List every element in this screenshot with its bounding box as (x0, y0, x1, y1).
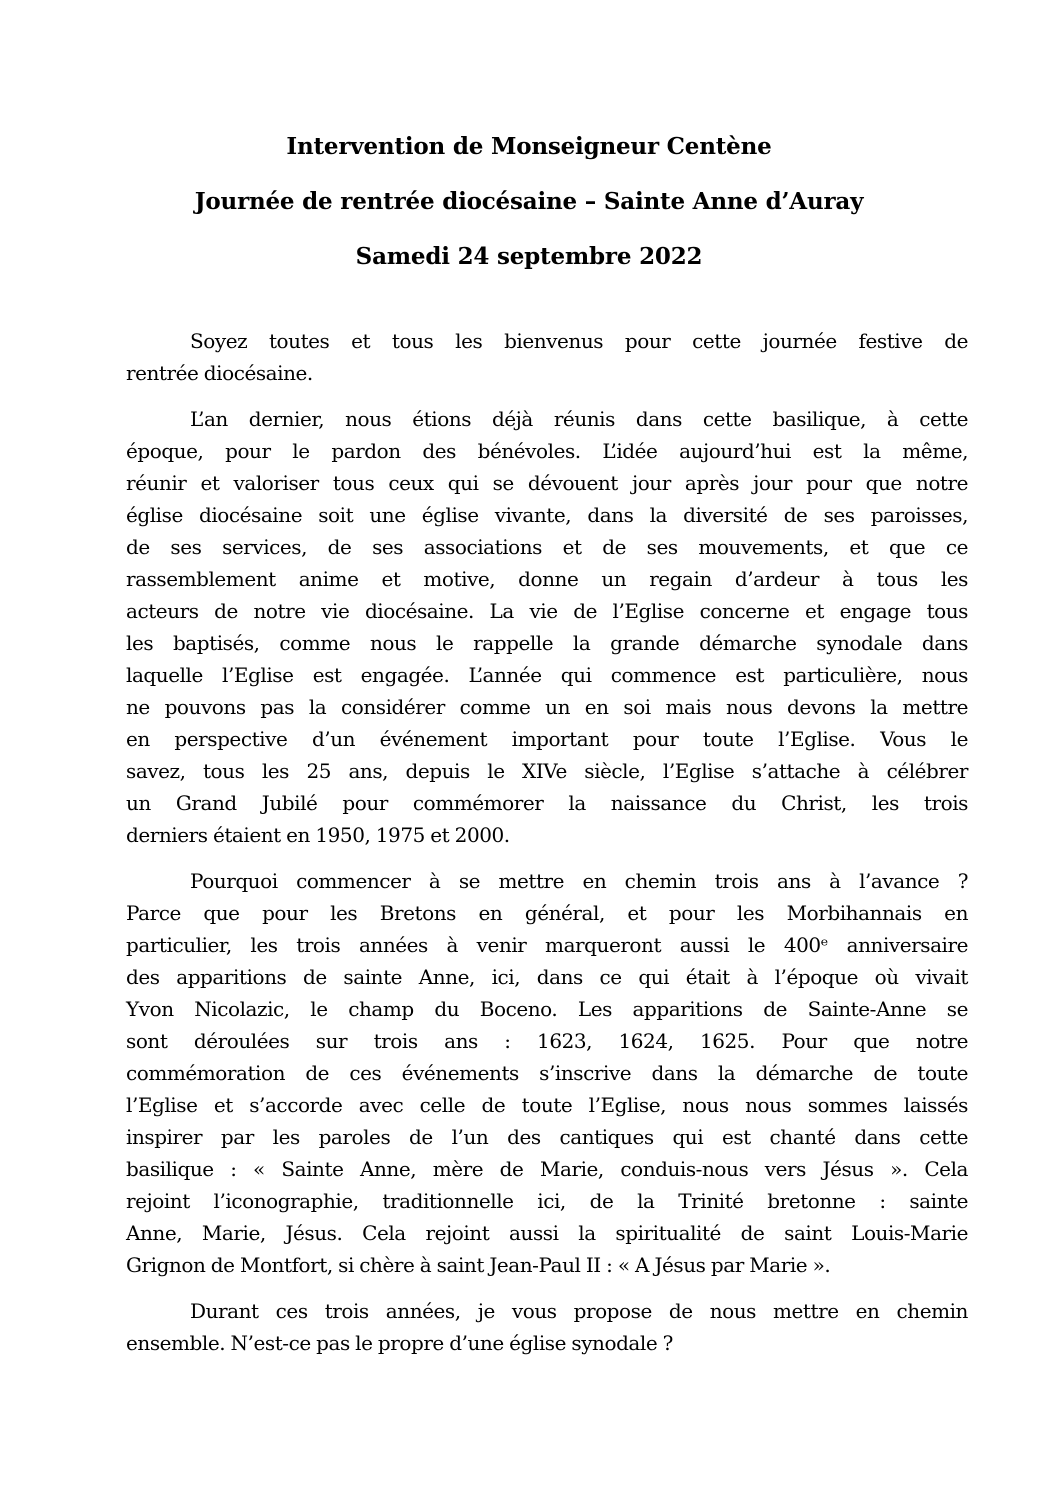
text-line: un Grand Jubilé pour commémorer la naissance du Christ, les trois (126, 791, 968, 815)
text-line: basilique : « Sainte Anne, mère de Marie, conduis-nous vers Jésus ». Cela (126, 1157, 968, 1181)
text-line: acteurs de notre vie diocésaine. La vie de l’Eglise concerne et engage tous (126, 599, 968, 623)
paragraph-together (126, 1295, 968, 1359)
text-line: savez, tous les 25 ans, depuis le XIVe siècle, l’Eglise s’attache à célébrer (126, 759, 968, 783)
title-date: Samedi 24 septembre 2022 (355, 243, 703, 270)
text-line: l’Eglise et s’accorde avec celle de toute l’Eglise, nous nous sommes laissés (126, 1093, 968, 1117)
text-line: église diocésaine soit une église vivante, dans la diversité de ses paroisses, (126, 503, 968, 527)
text-line: époque, pour le pardon des bénévoles. L’idée aujourd’hui est la même, (126, 439, 968, 463)
text-line: Soyez toutes et tous les bienvenus pour cette journée festive de (190, 329, 968, 353)
text-line: rentrée diocésaine. (126, 361, 313, 385)
text-line: derniers étaient en 1950, 1975 et 2000. (126, 823, 510, 847)
text-line: ne pouvons pas la considérer comme un en soi mais nous devons la mettre (126, 695, 968, 719)
title-event: Journée de rentrée diocésaine – Sainte Anne d’Auray (194, 188, 864, 215)
text-line: inspirer par les paroles de l’un des cantiques qui est chanté dans cette (126, 1125, 968, 1149)
text-line: réunir et valoriser tous ceux qui se dévouent jour après jour pour que notre (126, 471, 968, 495)
text-line: rassemblement anime et motive, donne un regain d’ardeur à tous les (126, 567, 968, 591)
title-speaker: Intervention de Monseigneur Centène (286, 133, 772, 160)
text-line: Pourquoi commencer à se mettre en chemin trois ans à l’avance ? (190, 869, 968, 893)
document-body (126, 325, 968, 1373)
text-line: L’an dernier, nous étions déjà réunis dans cette basilique, à cette (190, 407, 968, 431)
text-line: en perspective d’un événement important pour toute l’Eglise. Vous le (126, 727, 968, 751)
text-line: des apparitions de sainte Anne, ici, dans ce qui était à l’époque où vivait (126, 965, 968, 989)
text-line: les baptisés, comme nous le rappelle la grande démarche synodale dans (126, 631, 968, 655)
text-line: particulier, les trois années à venir marqueront aussi le 400ᵉ anniversaire (126, 933, 968, 957)
paragraph-last-year (126, 403, 968, 851)
paragraph-welcome (126, 325, 968, 389)
text-line: Grignon de Montfort, si chère à saint Jean-Paul II : « A Jésus par Marie ». (126, 1253, 831, 1277)
text-line: Durant ces trois années, je vous propose de nous mettre en chemin (190, 1299, 968, 1323)
text-line: Anne, Marie, Jésus. Cela rejoint aussi la spiritualité de saint Louis-Marie (126, 1221, 968, 1245)
text-line: laquelle l’Eglise est engagée. L’année qui commence est particulière, nous (126, 663, 968, 687)
paragraph-why-three-years (126, 865, 968, 1281)
text-line: commémoration de ces événements s’inscrive dans la démarche de toute (126, 1061, 968, 1085)
text-line: Yvon Nicolazic, le champ du Boceno. Les apparitions de Sainte-Anne se (126, 997, 968, 1021)
text-line: Parce que pour les Bretons en général, et pour les Morbihannais en (126, 901, 968, 925)
text-line: de ses services, de ses associations et de ses mouvements, et que ce (126, 535, 968, 559)
document-header (0, 127, 1058, 292)
text-line: ensemble. N’est-ce pas le propre d’une église synodale ? (126, 1331, 673, 1355)
text-line: rejoint l’iconographie, traditionnelle ici, de la Trinité bretonne : sainte (126, 1189, 968, 1213)
text-line: sont déroulées sur trois ans : 1623, 1624, 1625. Pour que notre (126, 1029, 968, 1053)
